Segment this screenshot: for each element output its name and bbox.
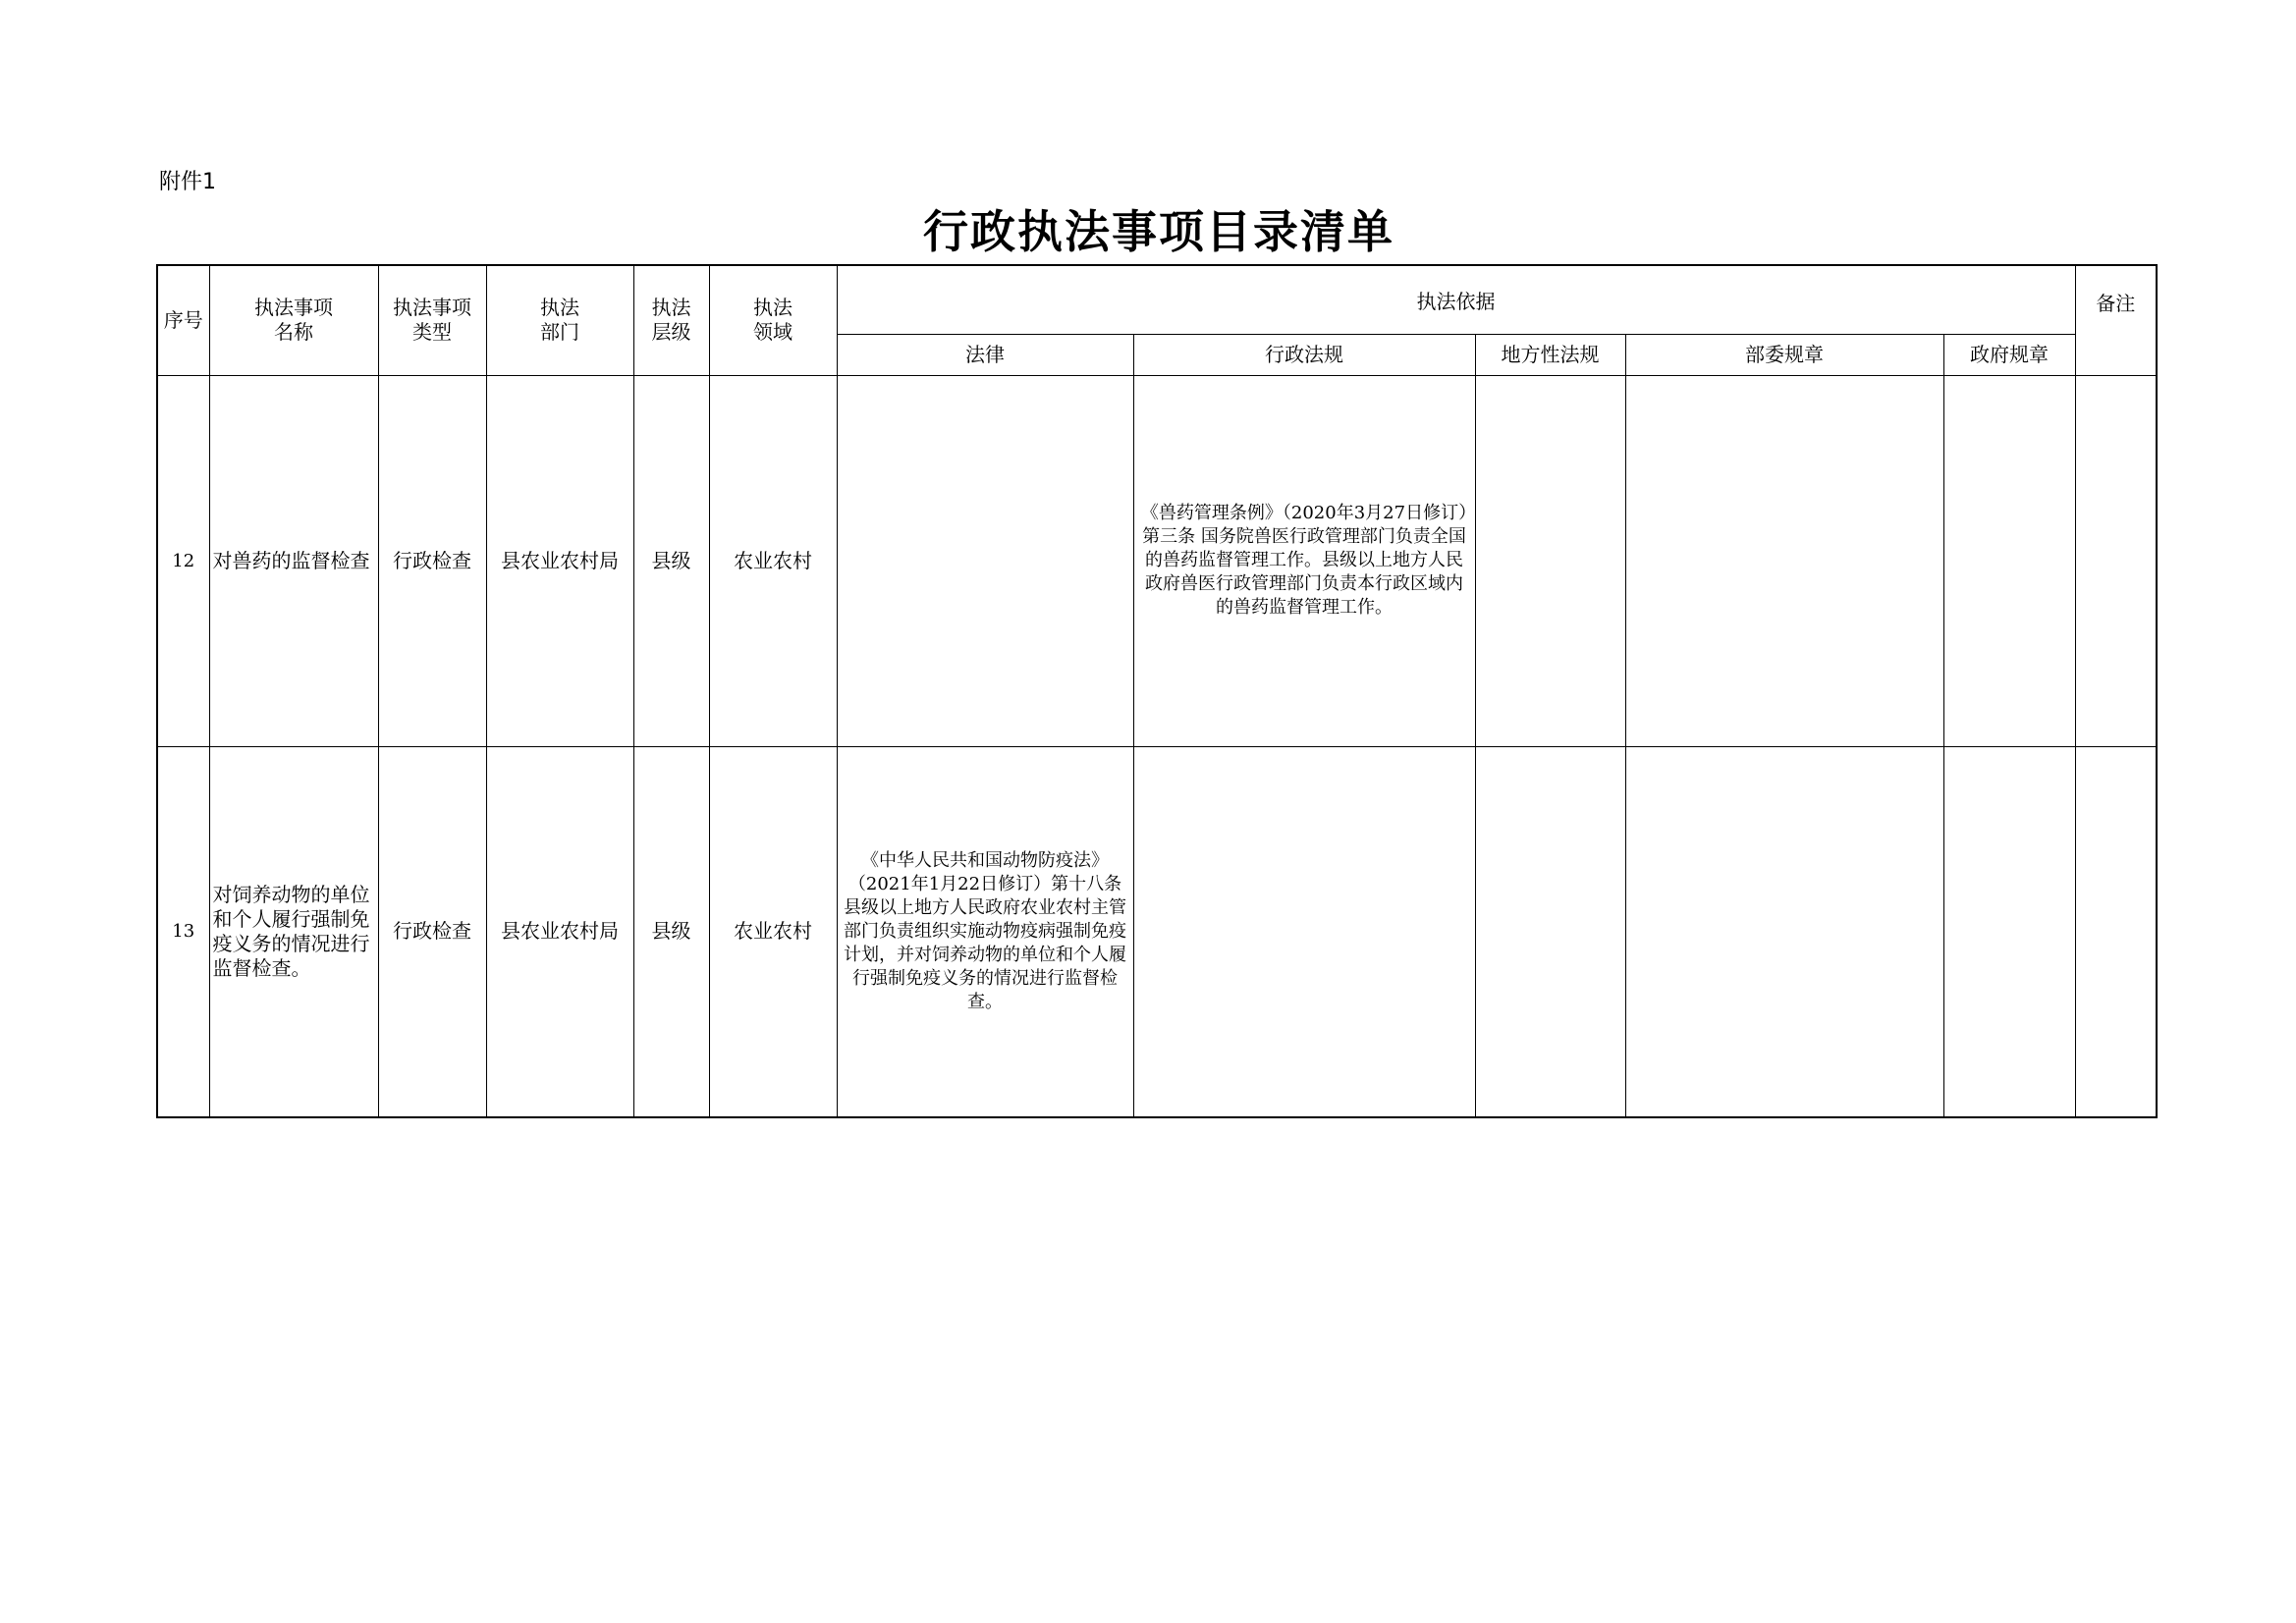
attachment-label: 附件1: [159, 170, 216, 194]
header-gov-rule: 政府规章: [1943, 334, 2075, 375]
cell-gov-rule: [1943, 375, 2075, 746]
header-department-line2: 部门: [540, 320, 579, 345]
header-law: 法律: [837, 334, 1133, 375]
header-level-line1: 执法: [651, 296, 691, 320]
cell-local-regulation: [1475, 375, 1625, 746]
header-item-type: [378, 265, 486, 375]
cell-field: 农业农村: [709, 746, 837, 1117]
document-title: 行政执法事项目录清单: [923, 205, 1394, 258]
cell-law: [837, 375, 1133, 746]
header-item-name-line2: 名称: [274, 320, 313, 345]
header-item-type-line1: 执法事项: [393, 296, 471, 320]
header-field: [709, 265, 837, 375]
cell-level: 县级: [633, 746, 709, 1117]
cell-item-type: 行政检查: [378, 746, 486, 1117]
cell-ministry-rule: [1625, 746, 1943, 1117]
cell-remarks: [2075, 375, 2157, 746]
cell-field: 农业农村: [709, 375, 837, 746]
cell-item-name: 对兽药的监督检查: [209, 375, 378, 746]
cell-local-regulation: [1475, 746, 1625, 1117]
header-department-line1: 执法: [540, 296, 579, 320]
header-seq: 序号: [157, 265, 209, 375]
header-level: [633, 265, 709, 375]
header-basis: 执法依据: [837, 265, 2075, 334]
cell-department: 县农业农村局: [486, 746, 633, 1117]
cell-remarks: [2075, 746, 2157, 1117]
cell-level: 县级: [633, 375, 709, 746]
header-field-line2: 领域: [753, 320, 793, 345]
cell-seq: 12: [157, 375, 209, 746]
cell-item-name: 对饲养动物的单位和个人履行强制免疫义务的情况进行监督检查。: [209, 746, 378, 1117]
table-row: [157, 746, 2157, 1117]
header-item-name-line1: 执法事项: [254, 296, 333, 320]
header-admin-regulation: 行政法规: [1133, 334, 1475, 375]
cell-law: 《中华人民共和国动物防疫法》（2021年1月22日修订）第十八条 县级以上地方人民政府农业农村主管部门负责组织实施动物疫病强制免疫计划，并对饲养动物的单位和个人履行强制免疫义务的情况进行监督检查。: [837, 746, 1133, 1117]
header-department: [486, 265, 633, 375]
header-item-name: [209, 265, 378, 375]
header-local-regulation: 地方性法规: [1475, 334, 1625, 375]
header-remarks: 备注: [2075, 265, 2157, 375]
header-field-line1: 执法: [753, 296, 793, 320]
cell-seq: 13: [157, 746, 209, 1117]
cell-admin-regulation: [1133, 746, 1475, 1117]
header-ministry-rule: 部委规章: [1625, 334, 1943, 375]
cell-admin-regulation: 《兽药管理条例》（2020年3月27日修订）第三条 国务院兽医行政管理部门负责全国的兽药监督管理工作。县级以上地方人民政府兽医行政管理部门负责本行政区域内的兽药监督管理工作。: [1133, 375, 1475, 746]
cell-gov-rule: [1943, 746, 2075, 1117]
cell-department: 县农业农村局: [486, 375, 633, 746]
enforcement-items-table: [156, 264, 2158, 1118]
cell-item-type: 行政检查: [378, 375, 486, 746]
table-row: [157, 375, 2157, 746]
cell-ministry-rule: [1625, 375, 1943, 746]
header-level-line2: 层级: [651, 320, 691, 345]
header-item-type-line2: 类型: [412, 320, 452, 345]
